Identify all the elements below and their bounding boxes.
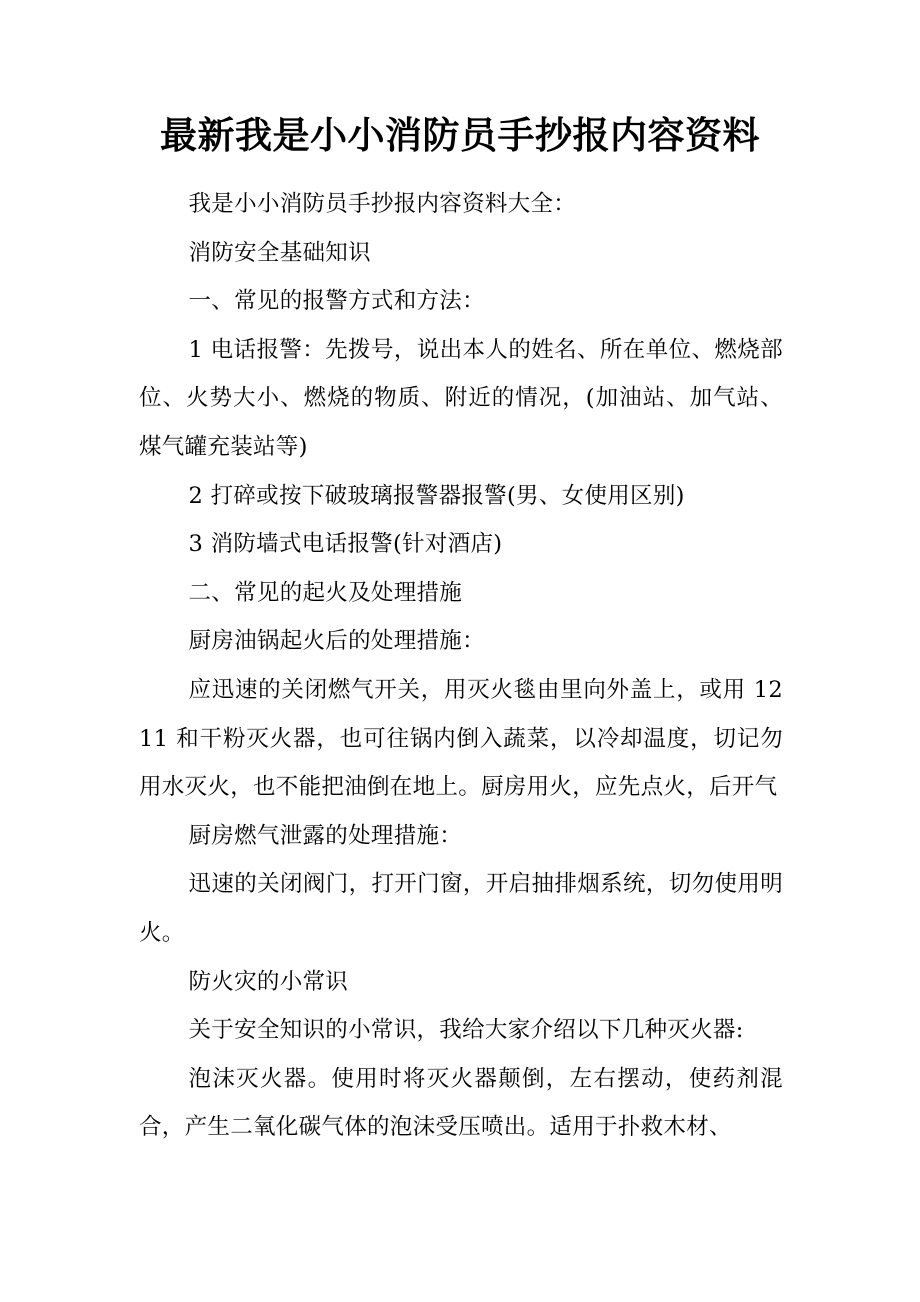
paragraph: 我是小小消防员手抄报内容资料大全： [188, 191, 577, 217]
paragraph: 厨房油锅起火后的处理措施： [188, 628, 485, 655]
section-heading: 二、常见的起火及处理措施 [188, 579, 463, 606]
section-heading: 一、常见的报警方式和方法： [188, 288, 485, 315]
section-heading: 消防安全基础知识 [188, 239, 371, 266]
document-title: 最新我是小小消防员手抄报内容资料 [160, 114, 760, 157]
paragraph: 厨房燃气泄露的处理措施： [188, 822, 463, 849]
document-body [139, 180, 783, 1152]
paragraph: 3 消防墙式电话报警(针对酒店) [188, 531, 503, 558]
paragraph: 关于安全知识的小常识，我给大家介绍以下几种灭火器: [188, 1017, 744, 1044]
paragraph: 2 打碎或按下破玻璃报警器报警(男、女使用区别) [188, 482, 685, 509]
paragraph: 泡沫灭火器。使用时将灭火器颠倒，左右摆动，使药剂混合，产生二氧化碳气体的泡沫受压喷出。适用于扑救木材、 [139, 1065, 783, 1141]
paragraph: 1 电话报警：先拨号，说出本人的姓名、所在单位、燃烧部位、火势大小、燃烧的物质、附近的情况，(加油站、加气站、煤气罐充装站等) [139, 336, 783, 460]
paragraph: 迅速的关闭阀门，打开门窗，开启抽排烟系统，切勿使用明火。 [139, 871, 783, 946]
section-heading: 防火灾的小常识 [188, 968, 349, 995]
paragraph: 应迅速的关闭燃气开关，用灭火毯由里向外盖上，或用 1211 和干粉灭火器，也可往锅内倒入蔬菜，以冷却温度，切记勿用水灭火，也不能把油倒在地上。厨房用火，应先点火，后开气 [139, 676, 783, 801]
